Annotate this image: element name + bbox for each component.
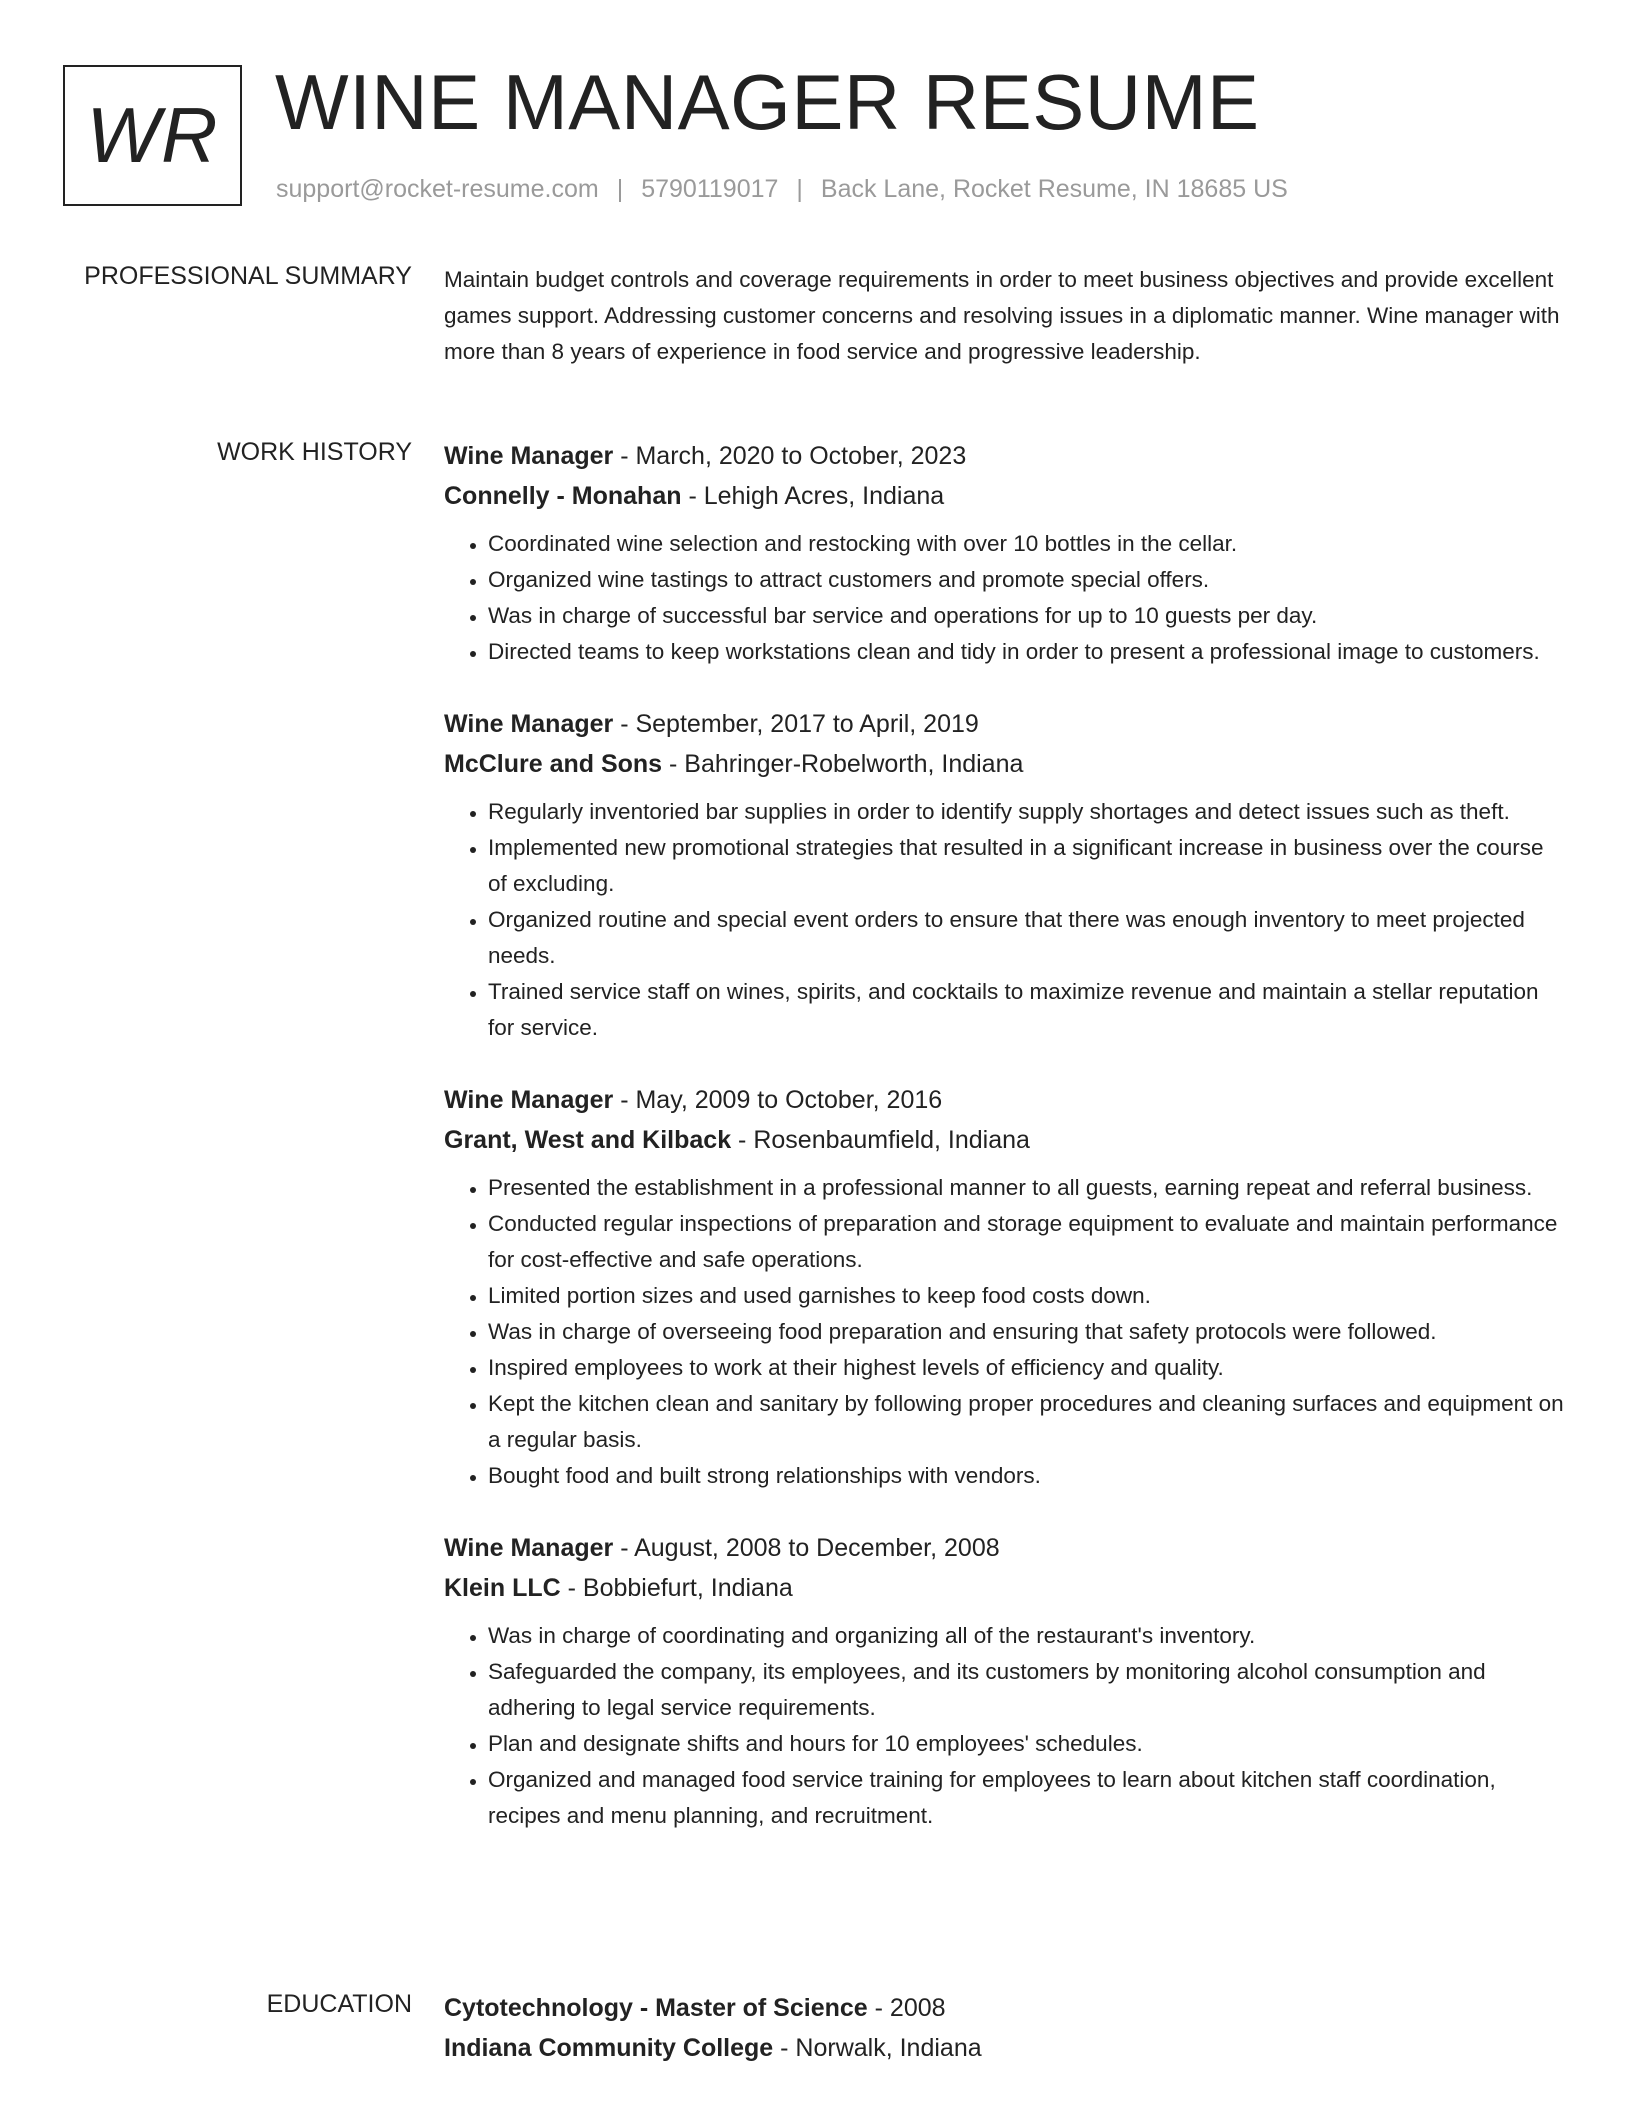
section-heading: EDUCATION — [266, 1990, 412, 2018]
contact-separator: | — [616, 175, 624, 203]
job-company: Grant, West and Kilback — [444, 1126, 732, 1154]
list-item: • Kept the kitchen clean and sanitary by following proper procedures and cleaning surfaces and equipment on a regular basis. — [488, 1386, 1564, 1458]
section-heading: WORK HISTORY — [217, 438, 412, 466]
job-location: - Bahringer-Robelworth, Indiana — [662, 750, 1024, 778]
job-location: - Rosenbaumfield, Indiana — [731, 1126, 1030, 1154]
job-title: Wine Manager — [444, 1086, 614, 1114]
job-company-line — [444, 744, 1564, 784]
contact-phone: 5790119017 — [641, 175, 779, 203]
list-item: • Organized and managed food service training for employees to learn about kitchen staff coordination, recipes and menu planning, and recruitment. — [488, 1762, 1564, 1834]
job-title-line — [444, 1528, 1564, 1568]
education-school-line — [444, 2028, 1564, 2068]
job-title-line — [444, 704, 1564, 744]
job-company-line — [444, 1120, 1564, 1160]
job-company: Klein LLC — [444, 1574, 561, 1602]
job-title: Wine Manager — [444, 1534, 614, 1562]
list-item: • Safeguarded the company, its employees, and its customers by monitoring alcohol consumption and adhering to legal service requirements. — [488, 1654, 1564, 1726]
job-company: McClure and Sons — [444, 750, 663, 778]
job-bullets — [444, 526, 1564, 670]
contact-email: support@rocket-resume.com — [276, 175, 599, 203]
education-degree: Cytotechnology - Master of Science — [444, 1994, 868, 2022]
list-item: • Inspired employees to work at their highest levels of efficiency and quality. — [488, 1350, 1564, 1386]
job-company-line — [444, 476, 1564, 516]
job-dates: - September, 2017 to April, 2019 — [613, 710, 979, 738]
education-location: - Norwalk, Indiana — [773, 2034, 982, 2062]
job-dates: - May, 2009 to October, 2016 — [613, 1086, 943, 1114]
section-heading: PROFESSIONAL SUMMARY — [84, 262, 412, 290]
list-item: • Bought food and built strong relationships with vendors. — [488, 1458, 1564, 1494]
list-item: • Was in charge of coordinating and organizing all of the restaurant's inventory. — [488, 1618, 1564, 1654]
job-bullets — [444, 794, 1564, 1046]
job-entry — [444, 436, 1564, 670]
contact-line — [276, 175, 1288, 204]
job-location: - Lehigh Acres, Indiana — [681, 482, 945, 510]
list-item: • Was in charge of overseeing food preparation and ensuring that safety protocols were followed. — [488, 1314, 1564, 1350]
job-location: - Bobbiefurt, Indiana — [560, 1574, 793, 1602]
job-title-line — [444, 1080, 1564, 1120]
list-item: • Organized wine tastings to attract customers and promote special offers. — [488, 562, 1564, 598]
job-title: Wine Manager — [444, 442, 614, 470]
contact-separator: | — [796, 175, 803, 203]
job-bullets — [444, 1618, 1564, 1834]
education-content — [444, 1988, 1564, 2098]
list-item: • Limited portion sizes and used garnishes to keep food costs down. — [488, 1278, 1564, 1314]
job-entry — [444, 1080, 1564, 1494]
job-title: Wine Manager — [444, 710, 614, 738]
list-item: • Directed teams to keep workstations clean and tidy in order to present a professional image to customers. — [488, 634, 1564, 670]
list-item: • Coordinated wine selection and restocking with over 10 bottles in the cellar. — [488, 526, 1564, 562]
job-dates: - March, 2020 to October, 2023 — [613, 442, 967, 470]
job-dates: - August, 2008 to December, 2008 — [613, 1534, 1000, 1562]
job-title-line — [444, 436, 1564, 476]
list-item: • Trained service staff on wines, spirits, and cocktails to maximize revenue and maintain a stellar reputation for service. — [488, 974, 1564, 1046]
education-school: Indiana Community College — [444, 2034, 774, 2062]
list-item: • Conducted regular inspections of preparation and storage equipment to evaluate and maintain performance for cost-effective and safe operations. — [488, 1206, 1564, 1278]
list-item: • Plan and designate shifts and hours for 10 employees' schedules. — [488, 1726, 1564, 1762]
job-company: Connelly - Monahan — [444, 482, 682, 510]
list-item: • Implemented new promotional strategies that resulted in a significant increase in business over the course of excluding. — [488, 830, 1564, 902]
job-bullets — [444, 1170, 1564, 1494]
work-history-content — [444, 436, 1564, 1868]
job-company-line — [444, 1568, 1564, 1608]
list-item: • Regularly inventoried bar supplies in order to identify supply shortages and detect issues such as theft. — [488, 794, 1564, 830]
list-item: • Presented the establishment in a professional manner to all guests, earning repeat and referral business. — [488, 1170, 1564, 1206]
summary-content — [444, 262, 1564, 370]
list-item: • Was in charge of successful bar service and operations for up to 10 guests per day. — [488, 598, 1564, 634]
job-entry — [444, 1528, 1564, 1834]
resume-title: WINE MANAGER RESUME — [275, 58, 1260, 146]
education-degree-line — [444, 1988, 1564, 2028]
job-entry — [444, 704, 1564, 1046]
monogram-logo: WR — [63, 65, 242, 206]
contact-address: Back Lane, Rocket Resume, IN 18685 US — [820, 175, 1288, 203]
list-item: • Organized routine and special event orders to ensure that there was enough inventory to meet projected needs. — [488, 902, 1564, 974]
summary-text: Maintain budget controls and coverage requirements in order to meet business objectives and provide excellent games support. Addressing customer concerns and resolving issues in a diplomatic manner. Wine manager with more than 8 years of experience in food service and progressive leadership. — [444, 267, 1560, 364]
education-year: - 2008 — [867, 1994, 946, 2022]
education-entry — [444, 1988, 1564, 2068]
